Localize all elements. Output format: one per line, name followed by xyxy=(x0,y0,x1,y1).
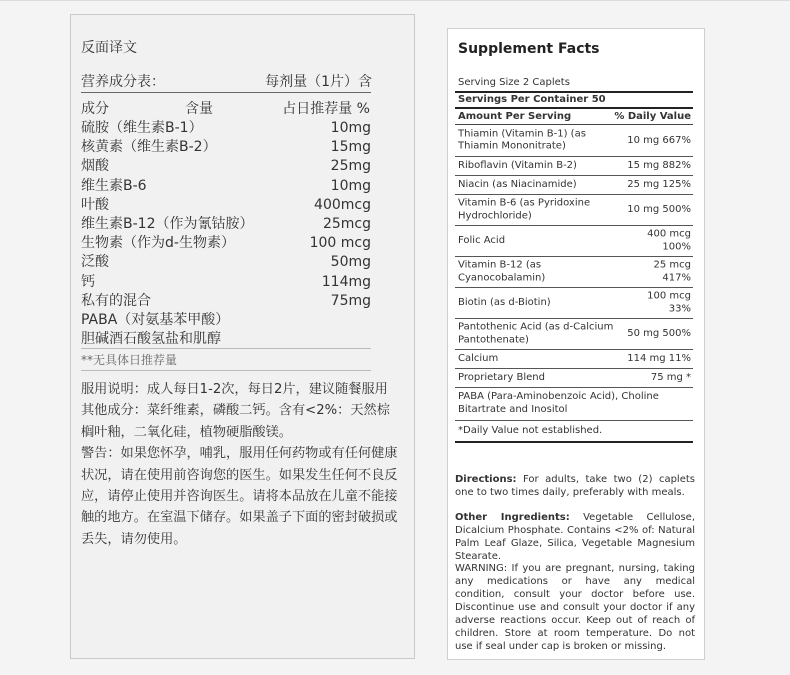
other-ingredients-text: Vegetable Cellulose, Dicalcium Phosphate. Contains <2% of: Natural Palm Leaf Glaze, Silica, Vegetable Magnesium Stearate. xyxy=(455,512,695,562)
ingredient-name: 生物素（作为d-生物素） xyxy=(81,235,235,252)
nutrition-row xyxy=(81,253,371,272)
nutrient-amount: 75 mg * xyxy=(650,371,691,383)
supplement-facts-table xyxy=(455,91,693,443)
usage-text: 服用说明：成人每日1-2次，每日2片，建议随餐服用 xyxy=(81,382,388,397)
nutrition-row xyxy=(81,330,371,349)
header-amount-per-serving: Amount Per Serving xyxy=(458,111,572,122)
directions xyxy=(455,473,695,499)
divider xyxy=(81,92,371,93)
other-ingredients-text: 其他成分：菜纤维素，磷酸二钙。含有<2%：天然棕榈叶釉，二氧化硅，植物硬脂酸镁。 xyxy=(81,403,390,440)
nutrient-name: Vitamin B-6 (as Pyridoxine Hydrochloride) xyxy=(458,197,591,221)
facts-row xyxy=(455,125,693,157)
translation-panel xyxy=(70,14,415,659)
serving-size: Serving Size 2 Caplets xyxy=(458,77,570,88)
nutrition-row xyxy=(81,273,371,292)
directions-label: Directions: xyxy=(455,474,517,485)
facts-row xyxy=(455,195,693,226)
ingredient-name: 胆碱酒石酸氢盐和肌醇 xyxy=(81,331,221,348)
table-header xyxy=(455,109,693,124)
footnote: **无具体日推荐量 xyxy=(81,353,178,367)
translation-body xyxy=(81,379,403,550)
nutrient-name: Proprietary Blend xyxy=(458,371,545,383)
directions-text: For adults, take two (2) caplets one to two times daily, preferably with meals. xyxy=(455,474,695,498)
nutrition-row xyxy=(81,138,371,157)
ingredient-name: 泛酸 xyxy=(81,254,109,271)
facts-row xyxy=(455,226,693,257)
nutrient-name: Vitamin B-12 (as Cyanocobalamin) xyxy=(458,259,546,283)
nutrition-row xyxy=(81,215,371,234)
nutrient-name: Thiamin (Vitamin B-1) (as Thiamin Mononitrate) xyxy=(458,128,586,152)
translation-title: 反面译文 xyxy=(81,40,137,56)
nutrient-name: Biotin (as d-Biotin) xyxy=(458,296,551,308)
facts-row xyxy=(455,350,693,369)
ingredient-amount: 25mcg xyxy=(322,215,371,232)
ingredient-name: PABA（对氨基苯甲酸） xyxy=(81,311,230,328)
nutrient-name: Riboflavin (Vitamin B-2) xyxy=(458,159,577,171)
facts-row xyxy=(455,257,693,288)
nutrition-rows xyxy=(81,119,371,349)
ingredient-amount: 75mg xyxy=(330,292,371,309)
ingredient-amount: 10mg xyxy=(330,120,371,136)
ingredient-name: 叶酸 xyxy=(81,196,109,213)
supplement-facts-title: Supplement Facts xyxy=(458,41,600,57)
supplement-facts-panel xyxy=(447,28,705,660)
nutrient-amount: 100 mcg 33% xyxy=(647,290,691,314)
ingredient-amount: 15mg xyxy=(330,139,371,156)
other-ingredients xyxy=(455,511,695,563)
facts-row xyxy=(455,157,693,176)
thick-rule xyxy=(455,441,693,443)
ingredient-amount: 50mg xyxy=(330,254,371,271)
serving-per-dose: 每剂量（1片）含 xyxy=(265,74,372,90)
warning-text: 警告：如果您怀孕，哺乳，服用任何药物或有任何健康状况，请在使用前咨询您的医生。如果发生任何不良反应，请停止使用并咨询医生。请将本品放在儿童不能接触的地方。在室温下储存。如果盖子下面的密封破损或丢失，请勿使用。 xyxy=(81,446,398,547)
nutrient-amount: 114 mg 11% xyxy=(627,352,691,364)
nutrient-amount: 10 mg 667% xyxy=(627,134,691,146)
ingredient-name: 维生素B-12（作为氰钴胺） xyxy=(81,215,254,232)
ingredient-amount: 400mcg xyxy=(314,196,371,213)
ingredient-amount: 10mg xyxy=(330,177,371,194)
top-divider xyxy=(0,0,790,1)
nutrition-row xyxy=(81,234,371,253)
nutrition-table-title: 营养成分表： xyxy=(81,74,165,90)
nutrient-name: Niacin (as Niacinamide) xyxy=(458,178,577,190)
ingredient-amount: 114mg xyxy=(321,273,371,290)
facts-rows xyxy=(455,125,693,388)
blend-contents: PABA (Para-Aminobenzoic Acid), Choline Bitartrate and Inositol xyxy=(455,388,693,421)
ingredient-name: 私有的混合 xyxy=(81,292,151,309)
nutrient-amount: 400 mcg 100% xyxy=(647,228,691,252)
nutrient-name: Pantothenic Acid (as d-Calcium Pantothenate) xyxy=(458,321,614,345)
nutrient-amount: 25 mcg 417% xyxy=(653,259,691,283)
divider xyxy=(81,370,371,371)
facts-row xyxy=(455,369,693,388)
nutrition-row xyxy=(81,292,371,311)
nutrient-name: Folic Acid xyxy=(458,234,506,246)
ingredient-name: 钙 xyxy=(81,273,95,290)
nutrient-amount: 25 mg 125% xyxy=(627,178,691,190)
facts-row xyxy=(455,176,693,195)
warning: WARNING: If you are pregnant, nursing, taking any medications or have any medical condition, consult your doctor before use. Discontinue use and consult your doctor if any adverse reactions occur. Keep out of reach of children. Store at room temperature. Do not use if seal under cap is broken or missing. xyxy=(455,563,695,652)
facts-row xyxy=(455,319,693,350)
nutrition-row xyxy=(81,311,371,330)
nutrition-row xyxy=(81,119,371,138)
divider xyxy=(81,348,371,349)
daily-value-note: *Daily Value not established. xyxy=(458,425,603,436)
nutrition-row xyxy=(81,157,371,176)
nutrient-amount: 10 mg 500% xyxy=(627,203,691,215)
facts-row xyxy=(455,288,693,319)
ingredient-name: 烟酸 xyxy=(81,158,109,175)
header-amount: 含量 xyxy=(185,101,213,117)
nutrition-row xyxy=(81,177,371,196)
nutrient-name: Calcium xyxy=(458,352,499,364)
servings-per-container: Servings Per Container 50 xyxy=(458,94,606,105)
nutrient-amount: 15 mg 882% xyxy=(627,159,691,171)
ingredient-name: 维生素B-6 xyxy=(81,177,147,194)
nutrition-row xyxy=(81,196,371,215)
other-ingredients-label: Other Ingredients: xyxy=(455,512,570,523)
ingredient-name: 硫胺（维生素B-1） xyxy=(81,120,203,136)
ingredient-name: 核黄素（维生素B-2） xyxy=(81,139,217,156)
header-ingredient: 成分 xyxy=(81,101,109,117)
header-daily-value: % Daily Value xyxy=(614,111,691,122)
header-daily-value: 占日推荐量 % xyxy=(282,101,370,117)
nutrient-amount: 50 mg 500% xyxy=(627,327,691,339)
ingredient-amount: 25mg xyxy=(330,158,371,175)
ingredient-amount: 100 mcg xyxy=(309,235,371,252)
